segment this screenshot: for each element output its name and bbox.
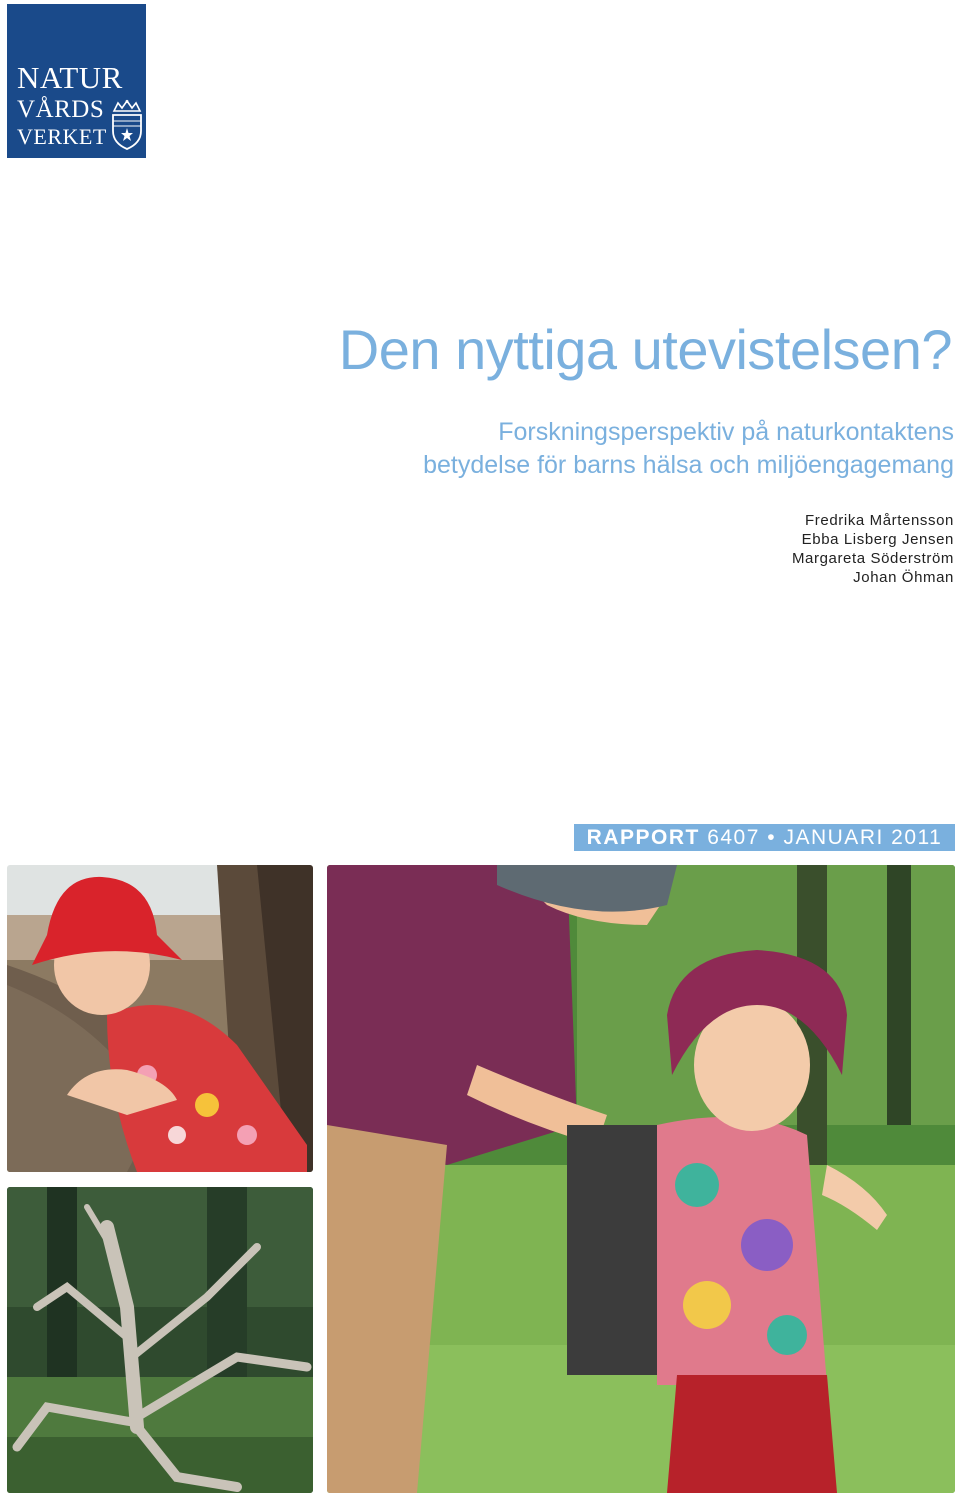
report-separator: • (767, 826, 777, 849)
subtitle-line-1: Forskningsperspektiv på naturkontaktens (498, 418, 954, 446)
report-number: 6407 (707, 826, 760, 849)
naturvardsverket-logo (7, 4, 146, 158)
author-name: Johan Öhman (853, 569, 954, 586)
author-name: Ebba Lisberg Jensen (801, 531, 954, 548)
subtitle-line-2: betydelse för barns hälsa och miljöengagemang (423, 451, 954, 479)
report-date: JANUARI 2011 (783, 826, 943, 849)
crown-shield-icon (110, 99, 144, 151)
report-banner (574, 824, 955, 851)
author-name: Margareta Söderström (791, 550, 954, 567)
adult-helping-child-with-backpack-photo (327, 865, 955, 1493)
dead-tree-in-forest-photo (7, 1187, 313, 1493)
document-subtitle (423, 416, 954, 482)
logo-line-1: NATUR (17, 60, 123, 95)
report-label: RAPPORT (586, 826, 700, 849)
author-name: Fredrika Mårtensson (805, 512, 954, 529)
logo-line-3: VERKET (17, 124, 107, 149)
author-list (792, 511, 954, 587)
logo-line-2: VÅRDS (17, 96, 105, 123)
child-in-red-hat-on-tree-photo (7, 865, 313, 1172)
document-title: Den nyttiga utevistelsen? (338, 318, 952, 381)
